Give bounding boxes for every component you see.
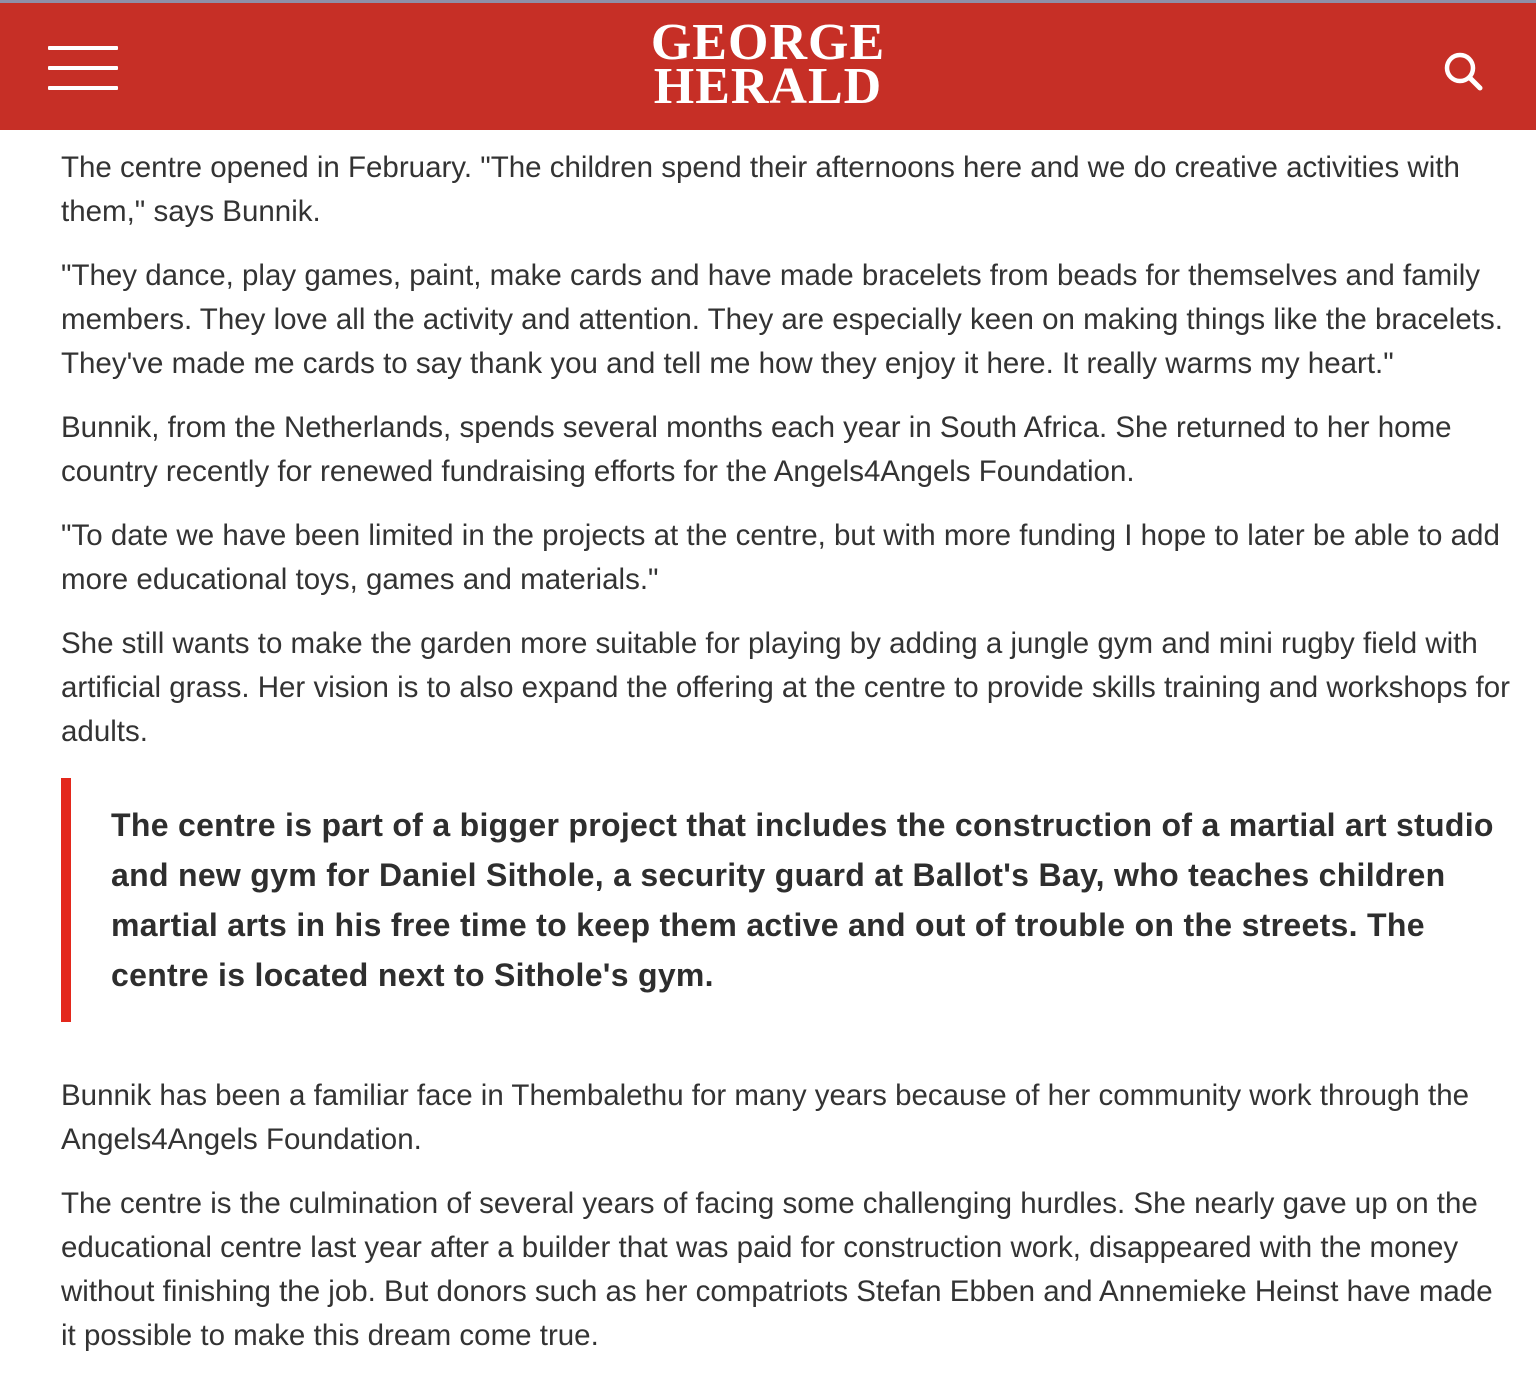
search-icon[interactable] [1440,49,1486,95]
article-paragraph: The centre is the culmination of several years of facing some challenging hurdles. She nearly gave up on the educational centre last year after a builder that was paid for construction work, disappeared with the money without finishing the job. But donors such as her compatriots Stefan Ebben and Annemieke Heinst have made it possible to make this dream come true. [61,1187,1493,1352]
article-paragraph: Bunnik has been a familiar face in Thembalethu for many years because of her community work through the Angels4Angels Foundation. [61,1079,1470,1156]
pull-quote: The centre is part of a bigger project that includes the construction of a martial art studio and new gym for Daniel Sithole, a security guard at Ballot's Bay, who teaches children martial arts in his free time to keep them active and out of trouble on the streets. The centre is located next to Sithole's gym. [61,778,1511,1022]
article-paragraph: She still wants to make the garden more suitable for playing by adding a jungle gym and mini rugby field with artificial grass. Her vision is to also expand the offering at the centre to provide skills training and workshops for adults. [61,627,1510,748]
article-paragraph: "To date we have been limited in the projects at the centre, but with more funding I hope to later be able to add more educational toys, games and materials." [61,519,1500,596]
article-body [61,146,1511,1378]
search-glyph [1440,49,1486,95]
article-paragraph: The centre opened in February. "The children spend their afternoons here and we do creative activities with them," says Bunnik. [61,151,1460,228]
logo-line-2: HERALD [653,58,883,115]
site-header [0,0,1536,130]
article-paragraph: Bunnik, from the Netherlands, spends several months each year in South Africa. She returned to her home country recently for renewed fundraising efforts for the Angels4Angels Foundation. [61,411,1452,488]
article-paragraph: "They dance, play games, paint, make cards and have made bracelets from beads for themselves and family members. They love all the activity and attention. They are especially keen on making things like the bracelets. They've made me cards to say thank you and tell me how they enjoy it here. It really warms my heart." [61,259,1503,380]
site-logo[interactable] [0,14,1536,115]
logo-line-1: GEORGE [650,14,886,71]
